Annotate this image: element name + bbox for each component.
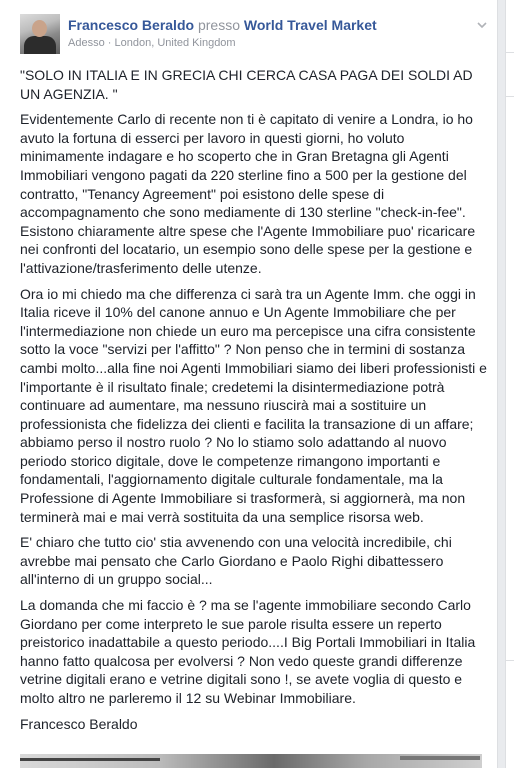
divider <box>506 96 514 97</box>
post-paragraph: Evidentemente Carlo di recente non ti è capitato di venire a Londra, io ho avuto la fortuna di esserci per lavoro in questi giorni, ho voluto minimamente indagare e ho scoperto che in Gran Bretagna gli Agenti Immobiliari vengono pagati da 220 sterline fino a 500 per la gestione del contratto, "Tenancy Agreement" poi esistono delle spese di accompagnamento che sono mediamente di 130 sterline "check-in-fee". Esistono chiaramente altre spese che l'Agente Immobiliare puo' ricaricare nei confronti del locatario, un esempio sono delle spese per la gestione e l'attivazione/trasferimento delle utenze. <box>20 111 476 276</box>
presso-text: presso <box>197 17 240 33</box>
location-link[interactable]: World Travel Market <box>243 17 377 33</box>
post-photo[interactable] <box>20 754 482 768</box>
post-body <box>20 66 488 740</box>
photo-detail <box>400 756 480 760</box>
author-line <box>68 16 377 34</box>
divider <box>506 660 514 661</box>
avatar-body <box>24 36 56 54</box>
divider <box>506 52 514 53</box>
avatar-head <box>32 20 47 37</box>
author-name-link[interactable]: Francesco Beraldo <box>68 17 195 33</box>
timestamp-link[interactable]: Adesso <box>68 37 105 49</box>
place-link[interactable]: London, United Kingdom <box>114 37 236 49</box>
chevron-down-icon[interactable] <box>476 18 488 30</box>
right-column <box>505 0 514 768</box>
post-paragraph: Ora io mi chiedo ma che differenza ci sarà tra un Agente Imm. che oggi in Italia riceve il 10% del canone annuo e Un Agente Immobiliare che per l'intermediazione non chiede un euro ma percepisce una cifra consistente sotto la voce "servizi per l'affitto" ? Non penso che in termini di sostanza cambi molto...alla fine noi Agenti Immobiliari siamo dei liberi professionisti e l'importante è il risultato finale; credetemi la disintermediazione potrà continuare ad aumentare, ma nessuno riuscirà mai a sostituire un professionista che fidelizza dei clienti e facilita la transazione di un affare; abbiamo perso il nostro ruolo ? No lo stiamo solo adattando al nuovo periodo storico digitale, dove le competenze rimangono importanti e fondamentali, l'aggiornamento digitale culturale fondamentale, ma la Professione di Agente Immobiliare si trasformerà, si aggiornerà, ma non terminerà mai e mai verrà sostituita da una semplice risorsa web. <box>20 285 487 525</box>
post-header <box>20 14 490 58</box>
meta-separator: · <box>107 37 112 49</box>
post-signature: Francesco Beraldo <box>20 715 138 732</box>
post-paragraph: E' chiaro che tutto cio' stia avvenendo con una velocità incredibile, chi avrebbe mai pensato che Carlo Giordano e Paolo Righi dibattessero all'interno di un gruppo social... <box>20 534 452 588</box>
author-avatar[interactable] <box>20 14 60 54</box>
post-paragraph-headline: "SOLO IN ITALIA E IN GRECIA CHI CERCA CASA PAGA DEI SOLDI AD UN AGENZIA. " <box>20 67 473 102</box>
photo-detail <box>20 758 160 761</box>
post-paragraph: La domanda che mi faccio è ? ma se l'agente immobiliare secondo Carlo Giordano per come interpreto le sue parole risulta essere un reperto preistorico inadattabile a questo periodo....I Big Portali Immobiliari in Italia hanno fatto qualcosa per evolversi ? Non vedo queste grandi differenze vetrine digitali erano e vetrine digitali sono !, se avete voglia di questo e molto altro ne parleremo il 12 su Webinar Immobiliare. <box>20 597 476 706</box>
post-meta <box>68 36 236 50</box>
